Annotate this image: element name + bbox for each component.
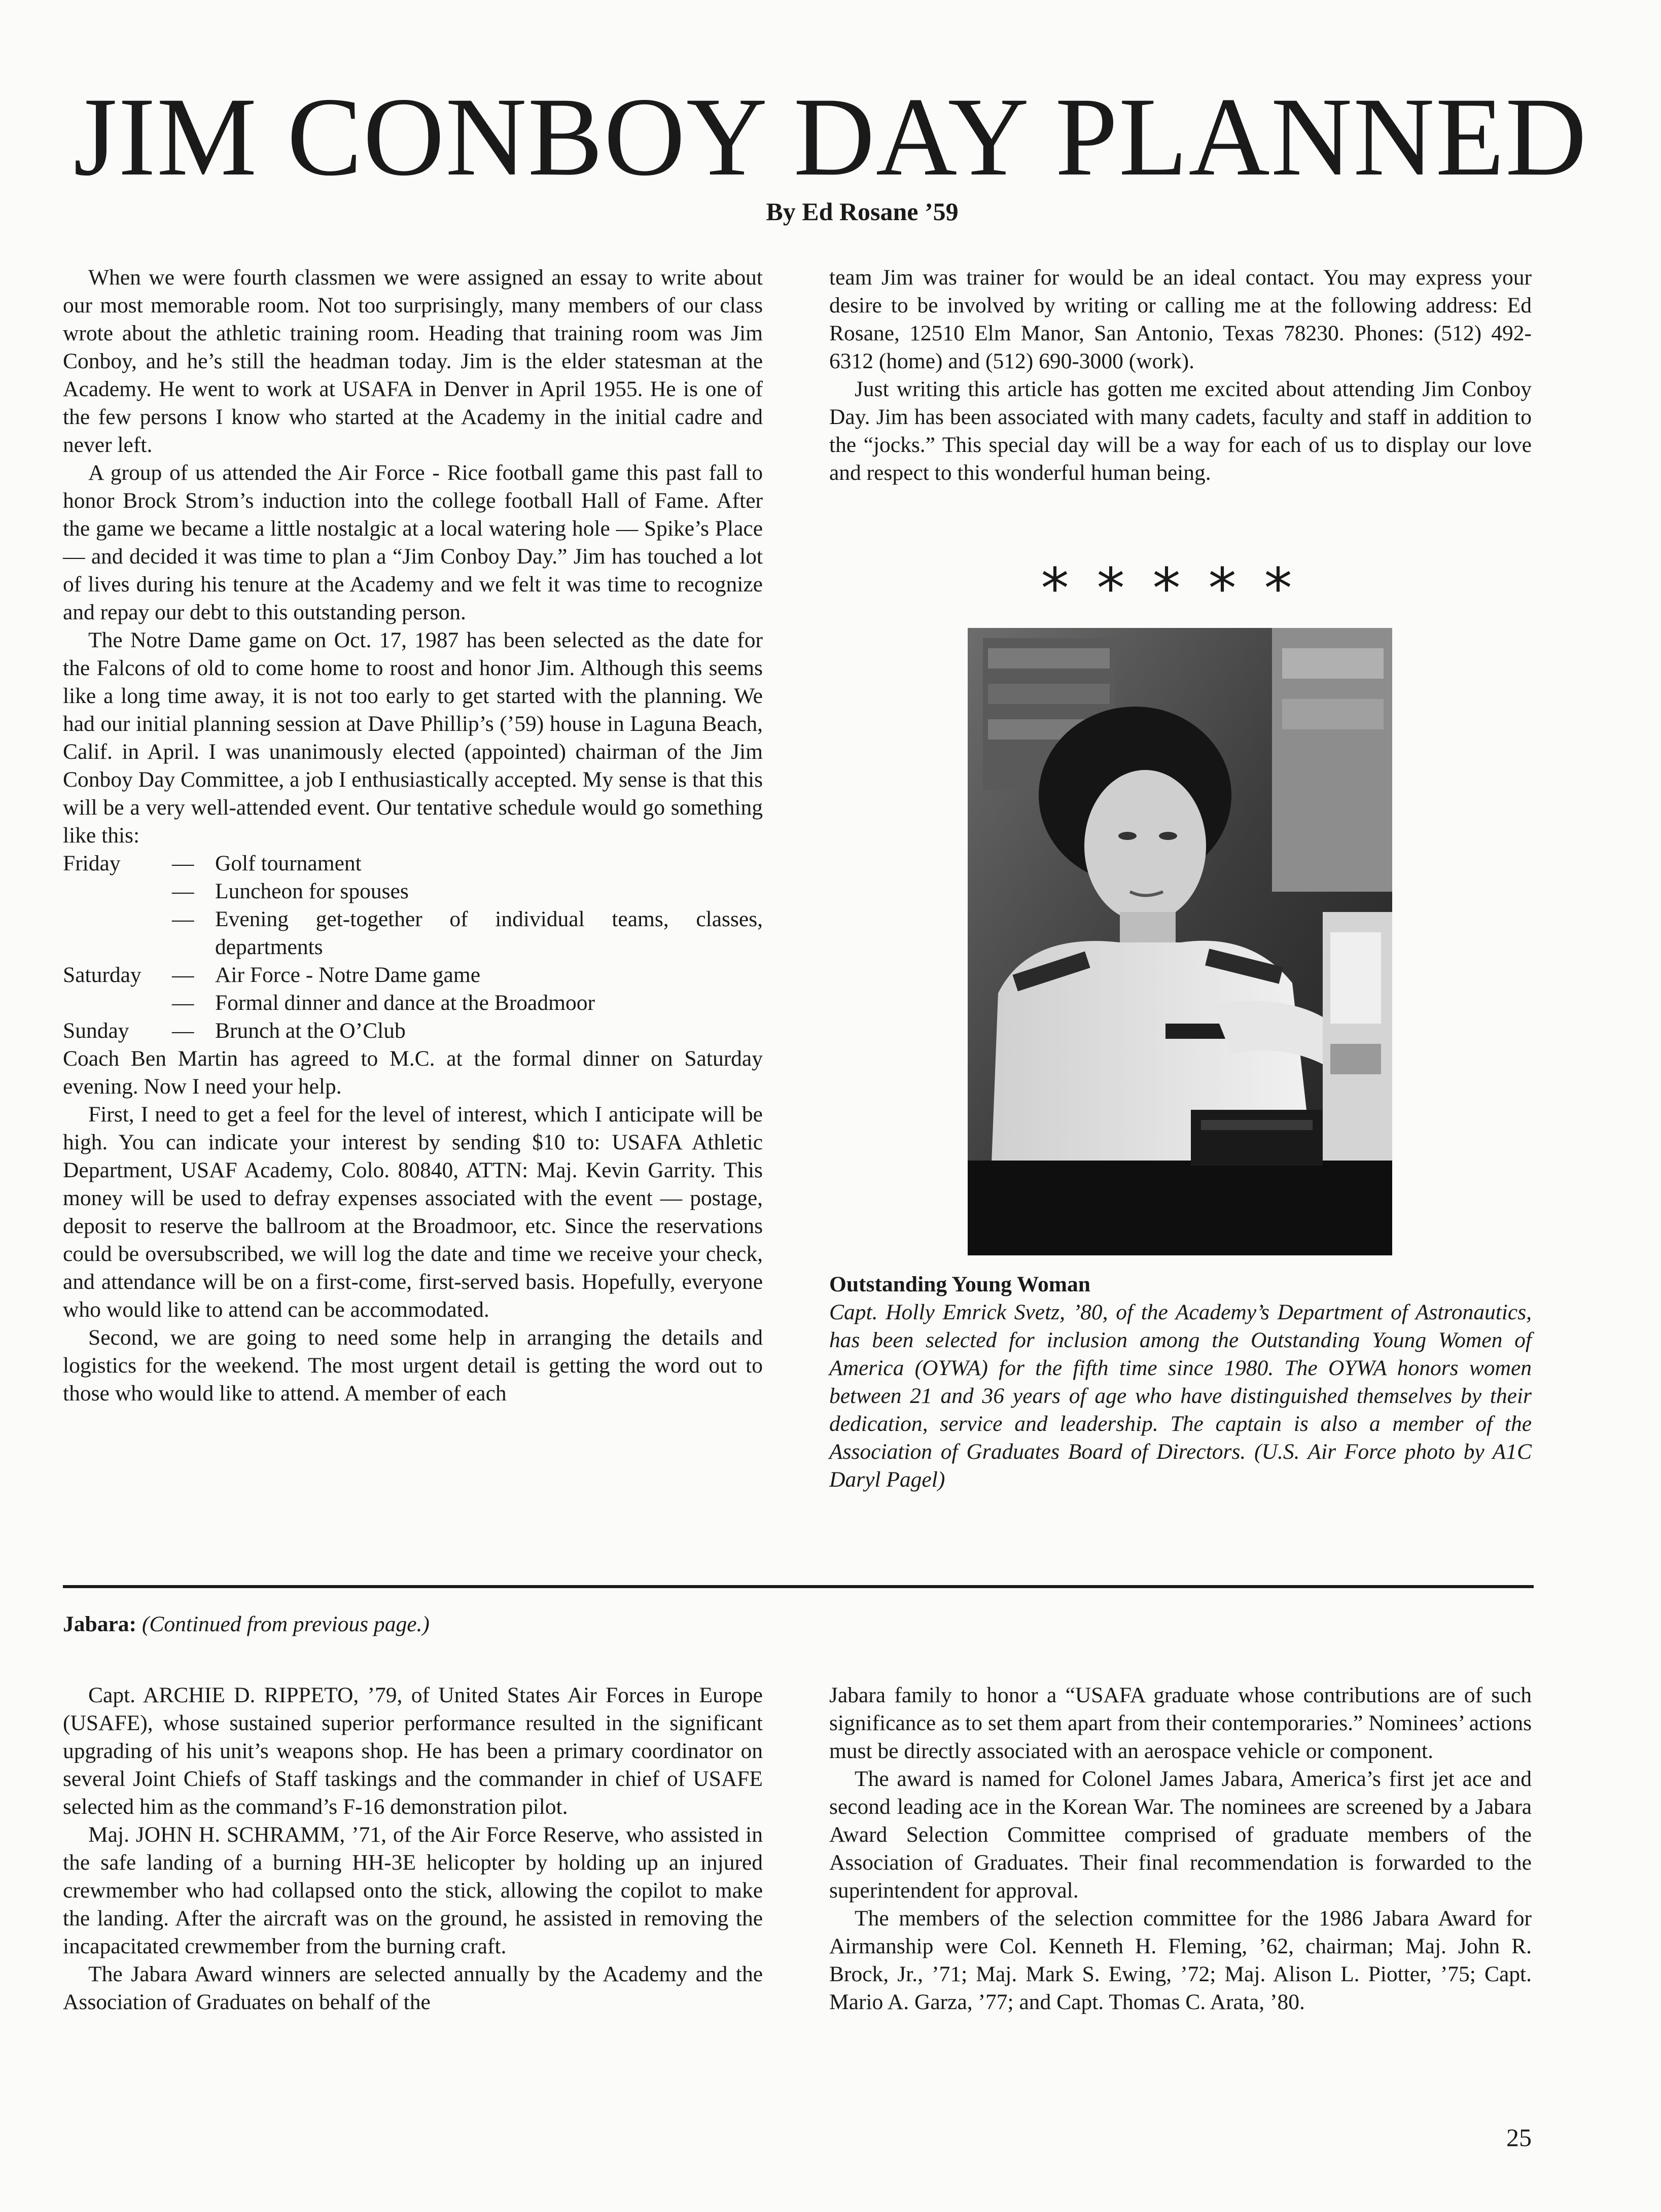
schedule-day: Sunday	[63, 1019, 129, 1043]
schedule-row	[63, 1017, 763, 1045]
caption-body: Capt. Holly Emrick Svetz, ’80, of the Academy’s Department of Astronautics, has been selected for inclusion among the Outstanding Young Women of America (OYWA) for the fifth time since 1980. The OYWA honors women between 21 and 36 years of age who have distinguished themselves by their dedication, service and leadership. The captain is also a member of the Association of Graduates Board of Directors. (U.S. Air Force photo by A1C Daryl Pagel)	[829, 1300, 1532, 1492]
schedule-item: Luncheon for spouses	[215, 879, 409, 903]
photo-captain-svetz	[968, 628, 1392, 1255]
jabara-label: Jabara:	[63, 1612, 136, 1636]
jabara-continued-note: (Continued from previous page.)	[142, 1612, 430, 1636]
jabara-paragraph: The Jabara Award winners are selected annually by the Academy and the Association of Graduates on behalf of the	[63, 1962, 763, 2014]
schedule-day: Saturday	[63, 963, 142, 987]
article-paragraph: Coach Ben Martin has agreed to M.C. at the formal dinner on Saturday evening. Now I need your help.	[63, 1046, 763, 1099]
article-paragraph: team Jim was trainer for would be an ideal contact. You may express your desire to be involved by writing or calling me at the following address: Ed Rosane, 12510 Elm Manor, San Antonio, Texas 78230. Phones: (512) 492-6312 (home) and (512) 690-3000 (work).	[829, 265, 1532, 373]
article-paragraph: First, I need to get a feel for the level of interest, which I anticipate will be high. You can indicate your interest by sending $10 to: USAFA Athletic Department, USAF Academy, Colo. 80840, ATTN: Maj. Kevin Garrity. This money will be used to defray expenses associated with the event — postage, deposit to reserve the ballroom at the Broadmoor, etc. Since the reservations could be oversubscribed, we will log the date and time we receive your check, and attendance will be on a first-come, first-served basis. Hopefully, everyone who would like to attend can be accommodated.	[63, 1102, 763, 1322]
jabara-right-column	[829, 1681, 1532, 2016]
article-paragraph: Just writing this article has gotten me excited about attending Jim Conboy Day. Jim has been associated with many cadets, faculty and staff in addition to the “jocks.” This special day will be a way for each of us to display our love and respect to this wonderful human being.	[829, 377, 1532, 485]
schedule-row	[63, 905, 763, 933]
schedule-dash	[172, 933, 215, 961]
article-paragraph: When we were fourth classmen we were assigned an essay to write about our most memorable room. Not too surprisingly, many members of our class wrote about the athletic training room. Heading that training room was Jim Conboy, and he’s still the headman today. Jim is the elder statesman at the Academy. He went to work at USAFA in Denver in April 1955. He is one of the few persons I know who started at the Academy in the initial cadre and never left.	[63, 265, 763, 457]
article-paragraph: Second, we are going to need some help in arranging the details and logistics for the weekend. The most urgent detail is getting the word out to those who would like to attend. A member of each	[63, 1325, 763, 1406]
schedule-dash: —	[172, 991, 194, 1015]
jabara-paragraph: The members of the selection committee for the 1986 Jabara Award for Airmanship were Col. Kenneth H. Fleming, ’62, chairman; Maj. John R. Brock, Jr., ’71; Maj. Mark S. Ewing, ’72; Maj. Alison L. Piotter, ’75; Capt. Mario A. Garza, ’77; and Capt. Thomas C. Arata, ’80.	[829, 1906, 1532, 2014]
schedule-row	[63, 850, 763, 877]
article-left-column	[63, 264, 763, 1408]
schedule-dash: —	[172, 879, 194, 903]
schedule-dash: —	[172, 851, 194, 875]
page-number: 25	[1506, 2123, 1532, 2152]
event-schedule	[63, 850, 763, 1045]
schedule-day	[63, 905, 172, 933]
schedule-item: Formal dinner and dance at the Broadmoor	[215, 991, 595, 1015]
article-right-column	[829, 264, 1532, 487]
article-paragraph: A group of us attended the Air Force - Rice football game this past fall to honor Brock Strom’s induction into the college football Hall of Fame. After the game we became a little nostalgic at a local watering hole — Spike’s Place — and decided it was time to plan a “Jim Conboy Day.” Jim has touched a lot of lives during his tenure at the Academy and we felt it was time to recognize and repay our debt to this outstanding person.	[63, 461, 763, 624]
caption-title: Outstanding Young Woman	[829, 1272, 1090, 1296]
photo-image	[968, 628, 1392, 1255]
schedule-item: Brunch at the O’Club	[215, 1019, 406, 1043]
schedule-day	[63, 933, 172, 961]
jabara-left-column	[63, 1681, 763, 2016]
section-separator: *****	[1041, 556, 1320, 621]
schedule-day	[63, 877, 172, 905]
article-headline: JIM CONBOY DAY PLANNED	[73, 75, 1588, 199]
schedule-item: Golf tournament	[215, 851, 362, 875]
schedule-dash: —	[172, 1019, 194, 1043]
photo-caption	[829, 1271, 1532, 1494]
schedule-dash: —	[172, 963, 194, 987]
schedule-item: Evening get-together of individual teams, classes,	[215, 907, 763, 931]
article-paragraph: The Notre Dame game on Oct. 17, 1987 has been selected as the date for the Falcons of old to come home to roost and honor Jim. Although this seems like a long time away, it is not too early to get started with the planning. We had our initial planning session at Dave Phillip’s (’59) house in Laguna Beach, Calif. in April. I was unanimously elected (appointed) chairman of the Jim Conboy Day Committee, a job I enthusiastically accepted. My sense is that this will be a very well-attended event. Our tentative schedule would go something like this:	[63, 628, 763, 848]
jabara-continuation-header	[63, 1610, 430, 1638]
schedule-row	[63, 933, 763, 961]
jabara-paragraph: Jabara family to honor a “USAFA graduate whose contributions are of such significance as to set them apart from their contemporaries.” Nominees’ actions must be directly associated with an aerospace vehicle or component.	[829, 1683, 1532, 1763]
jabara-paragraph: The award is named for Colonel James Jabara, America’s first jet ace and second leading ace in the Korean War. The nominees are screened by a Jabara Award Selection Committee comprised of graduate members of the Association of Graduates. Their final recommendation is forwarded to the superintendent for approval.	[829, 1767, 1532, 1903]
schedule-item: departments	[215, 935, 323, 959]
jabara-paragraph: Maj. JOHN H. SCHRAMM, ’71, of the Air Force Reserve, who assisted in the safe landing of a burning HH-3E helicopter by holding up an injured crewmember who had collapsed onto the stick, allowing the copilot to make the landing. After the aircraft was on the ground, he assisted in removing the incapacitated crewmember from the burning craft.	[63, 1822, 763, 1958]
schedule-day: Friday	[63, 851, 121, 875]
schedule-row	[63, 989, 763, 1017]
schedule-row	[63, 877, 763, 905]
jabara-paragraph: Capt. ARCHIE D. RIPPETO, ’79, of United States Air Forces in Europe (USAFE), whose sustained superior performance resulted in the significant upgrading of his unit’s weapons shop. He has been a primary coordinator on several Joint Chiefs of Staff taskings and the commander in chief of USAFE selected him as the command’s F-16 demonstration pilot.	[63, 1683, 763, 1819]
schedule-row	[63, 961, 763, 989]
schedule-item: Air Force - Notre Dame game	[215, 963, 480, 987]
section-divider	[63, 1585, 1534, 1588]
schedule-day	[63, 989, 172, 1017]
article-byline: By Ed Rosane ’59	[766, 197, 959, 226]
schedule-dash: —	[172, 907, 194, 931]
